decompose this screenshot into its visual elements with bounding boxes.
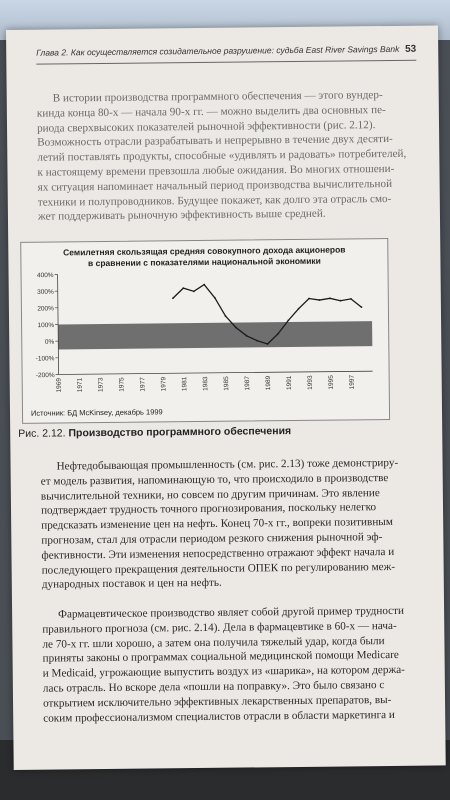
figure-chart: [20, 238, 390, 424]
x-tick-label: 1995: [327, 375, 335, 390]
text-line: последующего прекращения деятельности ОПЕК по регулированию меж-: [41, 560, 396, 577]
text-line: жет поддерживать рыночную эффективность выше средней.: [37, 208, 326, 224]
text-line: к настоящему времени превзошла любые ожидания. Во многих отношени-: [37, 162, 395, 179]
text-line: техники и полупроводников. Будущее покажет, как долго эта отрасль смо-: [37, 192, 392, 209]
text-line: ле 70-х гг. шли хорошо, а затем она получила тяжелый удар, когда были: [42, 634, 385, 651]
x-tick-label: 1985: [223, 376, 231, 391]
text-line: правильного прогноза (см. рис. 2.14). Дела в фармацевтике в 60-х — нача-: [42, 619, 397, 636]
y-tick-label: -100%: [35, 355, 55, 363]
text-line: приняты законы о программах социальной медицинской помощи Medicare: [42, 649, 399, 666]
text-line: кинда конца 80-х — начала 90-х гг. — можно выделить два основных пе-: [36, 103, 386, 120]
text-line: вычислительной техники, но совсем по другим причинам. Это явление: [40, 486, 380, 503]
y-tick-label: 300%: [37, 288, 54, 296]
x-tick-label: 1991: [285, 375, 294, 391]
text-line: В истории производства программного обеспечения — этого вундер-: [52, 89, 383, 105]
y-tick-label: 0%: [44, 338, 55, 346]
page-number: 53: [405, 43, 417, 55]
x-tick-label: 1969: [55, 377, 63, 393]
text-line: фективности. Эти изменения непосредственно отражают эффект начала и: [41, 545, 395, 562]
chart-title: Семилетняя скользящая средняя совокупного дохода акционеров: [63, 244, 346, 258]
y-axis: [58, 274, 59, 374]
x-tick-label: 1983: [202, 376, 210, 391]
text-line: лась отрасль. Но вскоре дела «пошли на поправку». Это было связано с: [42, 679, 385, 695]
x-tick-label: 1997: [348, 374, 356, 390]
text-line: Нефтедобывающая промышленность (см. рис. 2.13) тоже демонстриру-: [56, 456, 399, 473]
text-line: предсказать изменение цен на нефть. Конец 70-х гг., вопреки позитивным: [41, 516, 393, 532]
plot-area: [35, 269, 373, 393]
x-tick-label: 1977: [139, 377, 147, 392]
x-tick-label: 1981: [181, 376, 189, 392]
caption-label: Рис. 2.12.: [18, 427, 66, 440]
text-line: и Medicaid, угрожающие выпустить воздух из «шарика», на котором держа-: [42, 664, 405, 680]
caption-text: Производство программного обеспечения: [68, 425, 292, 440]
text-line: соким профессионализмом специалистов отрасли в области маркетинга и: [43, 708, 395, 725]
paragraph-1: [37, 88, 418, 225]
x-axis: [59, 371, 373, 374]
text-line: ет модель развития, напоминающую то, что происходило в производстве: [40, 471, 389, 488]
text-line: Фармацевтическое производство являет собой другой пример трудности: [58, 604, 405, 621]
paragraph-3: [42, 604, 423, 726]
x-tick-label: 1987: [244, 375, 252, 391]
text-line: ях ситуация напоминает начальный период производства вычислительной: [37, 177, 393, 194]
x-tick-label: 1971: [76, 377, 84, 393]
chart-svg: [21, 239, 389, 423]
chapter-title: Глава 2. Как осуществляется созидательное разрушение: судьба East River Savings Bank: [36, 43, 400, 58]
chart-subtitle: в сравнении с показателями национальной экономики: [87, 255, 321, 269]
book-page: [6, 25, 446, 769]
text-line: открытием исключительно эффективных лекарственных препаратов, вы-: [42, 693, 392, 710]
benchmark-band: [58, 321, 372, 349]
text-line: подтверждает трудность точного прогнозирования, поскольку нелегко: [40, 501, 377, 518]
text-line: летий поставлять продукты, способные «удивлять и радовать» потребителей,: [37, 148, 407, 164]
y-tick-label: 400%: [36, 272, 54, 280]
x-tick-label: 1993: [306, 375, 314, 390]
text-line: дународных поставок и цен на нефть.: [41, 577, 222, 592]
y-tick-label: 100%: [37, 322, 55, 330]
x-tick-label: 1975: [118, 377, 126, 392]
x-tick-label: 1979: [160, 376, 168, 392]
x-tick-label: 1989: [264, 375, 273, 391]
text-line: прогнозам, стал для отрасли периодом резкого снижения рыночной эф-: [41, 531, 383, 547]
paragraph-2: [41, 456, 422, 593]
figure-caption: [18, 425, 291, 440]
text-line: риода сверхвысоких показателей рыночной эффективности (рис. 2.12).: [36, 118, 376, 135]
y-tick-label: 200%: [37, 305, 54, 313]
text-line: Возможность отрасли разрабатывать и непрерывно в течение двух десяти-: [37, 133, 393, 150]
x-tick-label: 1973: [97, 377, 105, 393]
y-tick-label: -200%: [35, 372, 55, 380]
chart-source: Источник: БД McKinsey, декабрь 1999: [30, 407, 163, 418]
